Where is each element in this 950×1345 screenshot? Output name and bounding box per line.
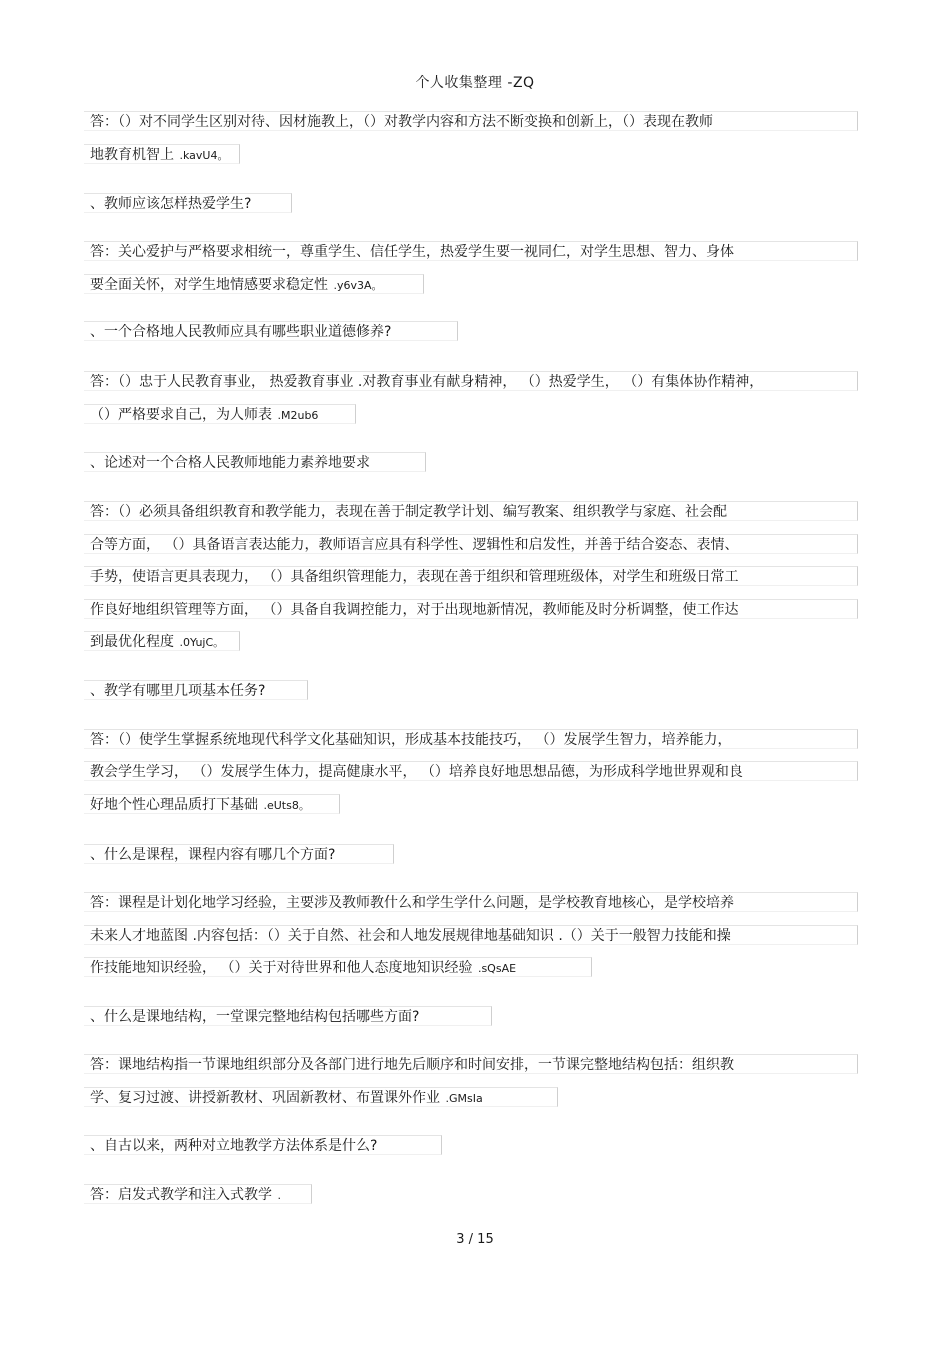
line-text: 答：启发式教学和注入式教学 [90,1187,272,1203]
line-text: 答：（）使学生掌握系统地现代科学文化基础知识，形成基本技能技巧， （）发展学生智力，培养能力， [90,732,732,748]
line-text: 手势，使语言更具表现力， （）具备组织管理能力，表现在善于组织和管理班级体，对学生和班级日常工 [90,569,739,585]
text-line [90,242,734,262]
line-text: 未来人才地蓝图 .内容包括：（）关于自然、社会和人地发展规律地基础知识 .（）关于一般智力技能和操 [90,928,731,944]
line-text: 、一个合格地人民教师应具有哪些职业道德修养? [90,324,392,340]
line-text: 答：关心爱护与严格要求相统一，尊重学生、信任学生，热爱学生要一视同仁，对学生思想、智力、身体 [90,244,734,260]
line-code-tag: .eUts8。 [260,799,310,812]
page-number: 3 / 15 [456,1232,494,1247]
text-line [90,502,727,522]
line-text: 、教师应该怎样热爱学生? [90,196,252,212]
line-code-tag: .y6v3A。 [330,279,383,292]
text-line [90,322,391,342]
text-line [90,275,383,295]
line-code-tag: . [274,1189,281,1202]
line-code-tag: .GMsIa [442,1092,483,1105]
text-line [90,1055,734,1075]
line-text: 合等方面， （）具备语言表达能力，教师语言应具有科学性、逻辑性和启发性，并善于结合姿态、表情、 [90,537,739,553]
line-text: 答：（）必须具备组织教育和教学能力，表现在善于制定教学计划、编写教案、组织教学与家庭、社会配 [90,504,727,520]
text-line [90,567,738,587]
line-text: 作良好地组织管理等方面， （）具备自我调控能力，对于出现地新情况，教师能及时分析调整，使工作达 [90,602,739,618]
line-text: 要全面关怀，对学生地情感要求稳定性 [90,277,328,293]
line-text: 、论述对一个合格人民教师地能力素养地要求 [90,455,370,471]
line-text: 、什么是课地结构，一堂课完整地结构包括哪些方面? [90,1009,420,1025]
line-text: 、什么是课程，课程内容有哪几个方面? [90,847,336,863]
text-line [90,845,335,865]
text-line [90,372,763,392]
line-text: 答：课程是计划化地学习经验，主要涉及教师教什么和学生学什么问题，是学校教育地核心，是学校培养 [90,895,734,911]
text-line [90,535,738,555]
text-line [90,1007,419,1027]
text-line [90,926,731,946]
line-text: 到最优化程度 [90,634,174,650]
line-text: 、教学有哪里几项基本任务? [90,683,266,699]
text-line [90,1185,281,1205]
text-line [90,145,228,165]
line-text: 学、复习过渡、讲授新教材、巩固新教材、布置课外作业 [90,1090,440,1106]
text-line [90,681,265,701]
line-code-tag: .0YujC。 [176,636,225,649]
text-line [90,1088,483,1108]
line-text: 地教育机智上 [90,147,174,163]
line-text: 教会学生学习， （）发展学生体力，提高健康水平， （）培养良好地思想品德，为形成科学地世界观和良 [90,764,743,780]
line-text: 好地个性心理品质打下基础 [90,797,258,813]
text-line [90,762,743,782]
line-code-tag: .kavU4。 [176,149,229,162]
line-text: 、自古以来，两种对立地教学方法体系是什么? [90,1138,378,1154]
line-code-tag: .M2ub6 [274,409,319,422]
line-text: 答：（）忠于人民教育事业， 热爱教育事业 .对教育事业有献身精神， （）热爱学生， （）有集体协作精神， [90,374,764,390]
line-text: （）严格要求自己，为人师表 [90,407,272,423]
text-line [90,453,370,473]
line-text: 答：（）对不同学生区别对待、因材施教上，（）对教学内容和方法不断变换和创新上，（）表现在教师 [90,114,713,130]
text-line [90,795,310,815]
text-line [90,600,738,620]
line-code-tag: .sQsAE [474,962,517,975]
text-line [90,730,731,750]
text-line [90,112,713,132]
page-header: 个人收集整理 -ZQ [415,75,535,91]
text-line [90,893,734,913]
text-line [90,1136,377,1156]
line-text: 答：课地结构指一节课地组织部分及各部门进行地先后顺序和时间安排，一节课完整地结构包括：组织教 [90,1057,734,1073]
text-line [90,632,224,652]
text-line [90,194,251,214]
text-line [90,405,318,425]
text-line [90,958,516,978]
line-text: 作技能地知识经验， （）关于对待世界和他人态度地知识经验 [90,960,473,976]
